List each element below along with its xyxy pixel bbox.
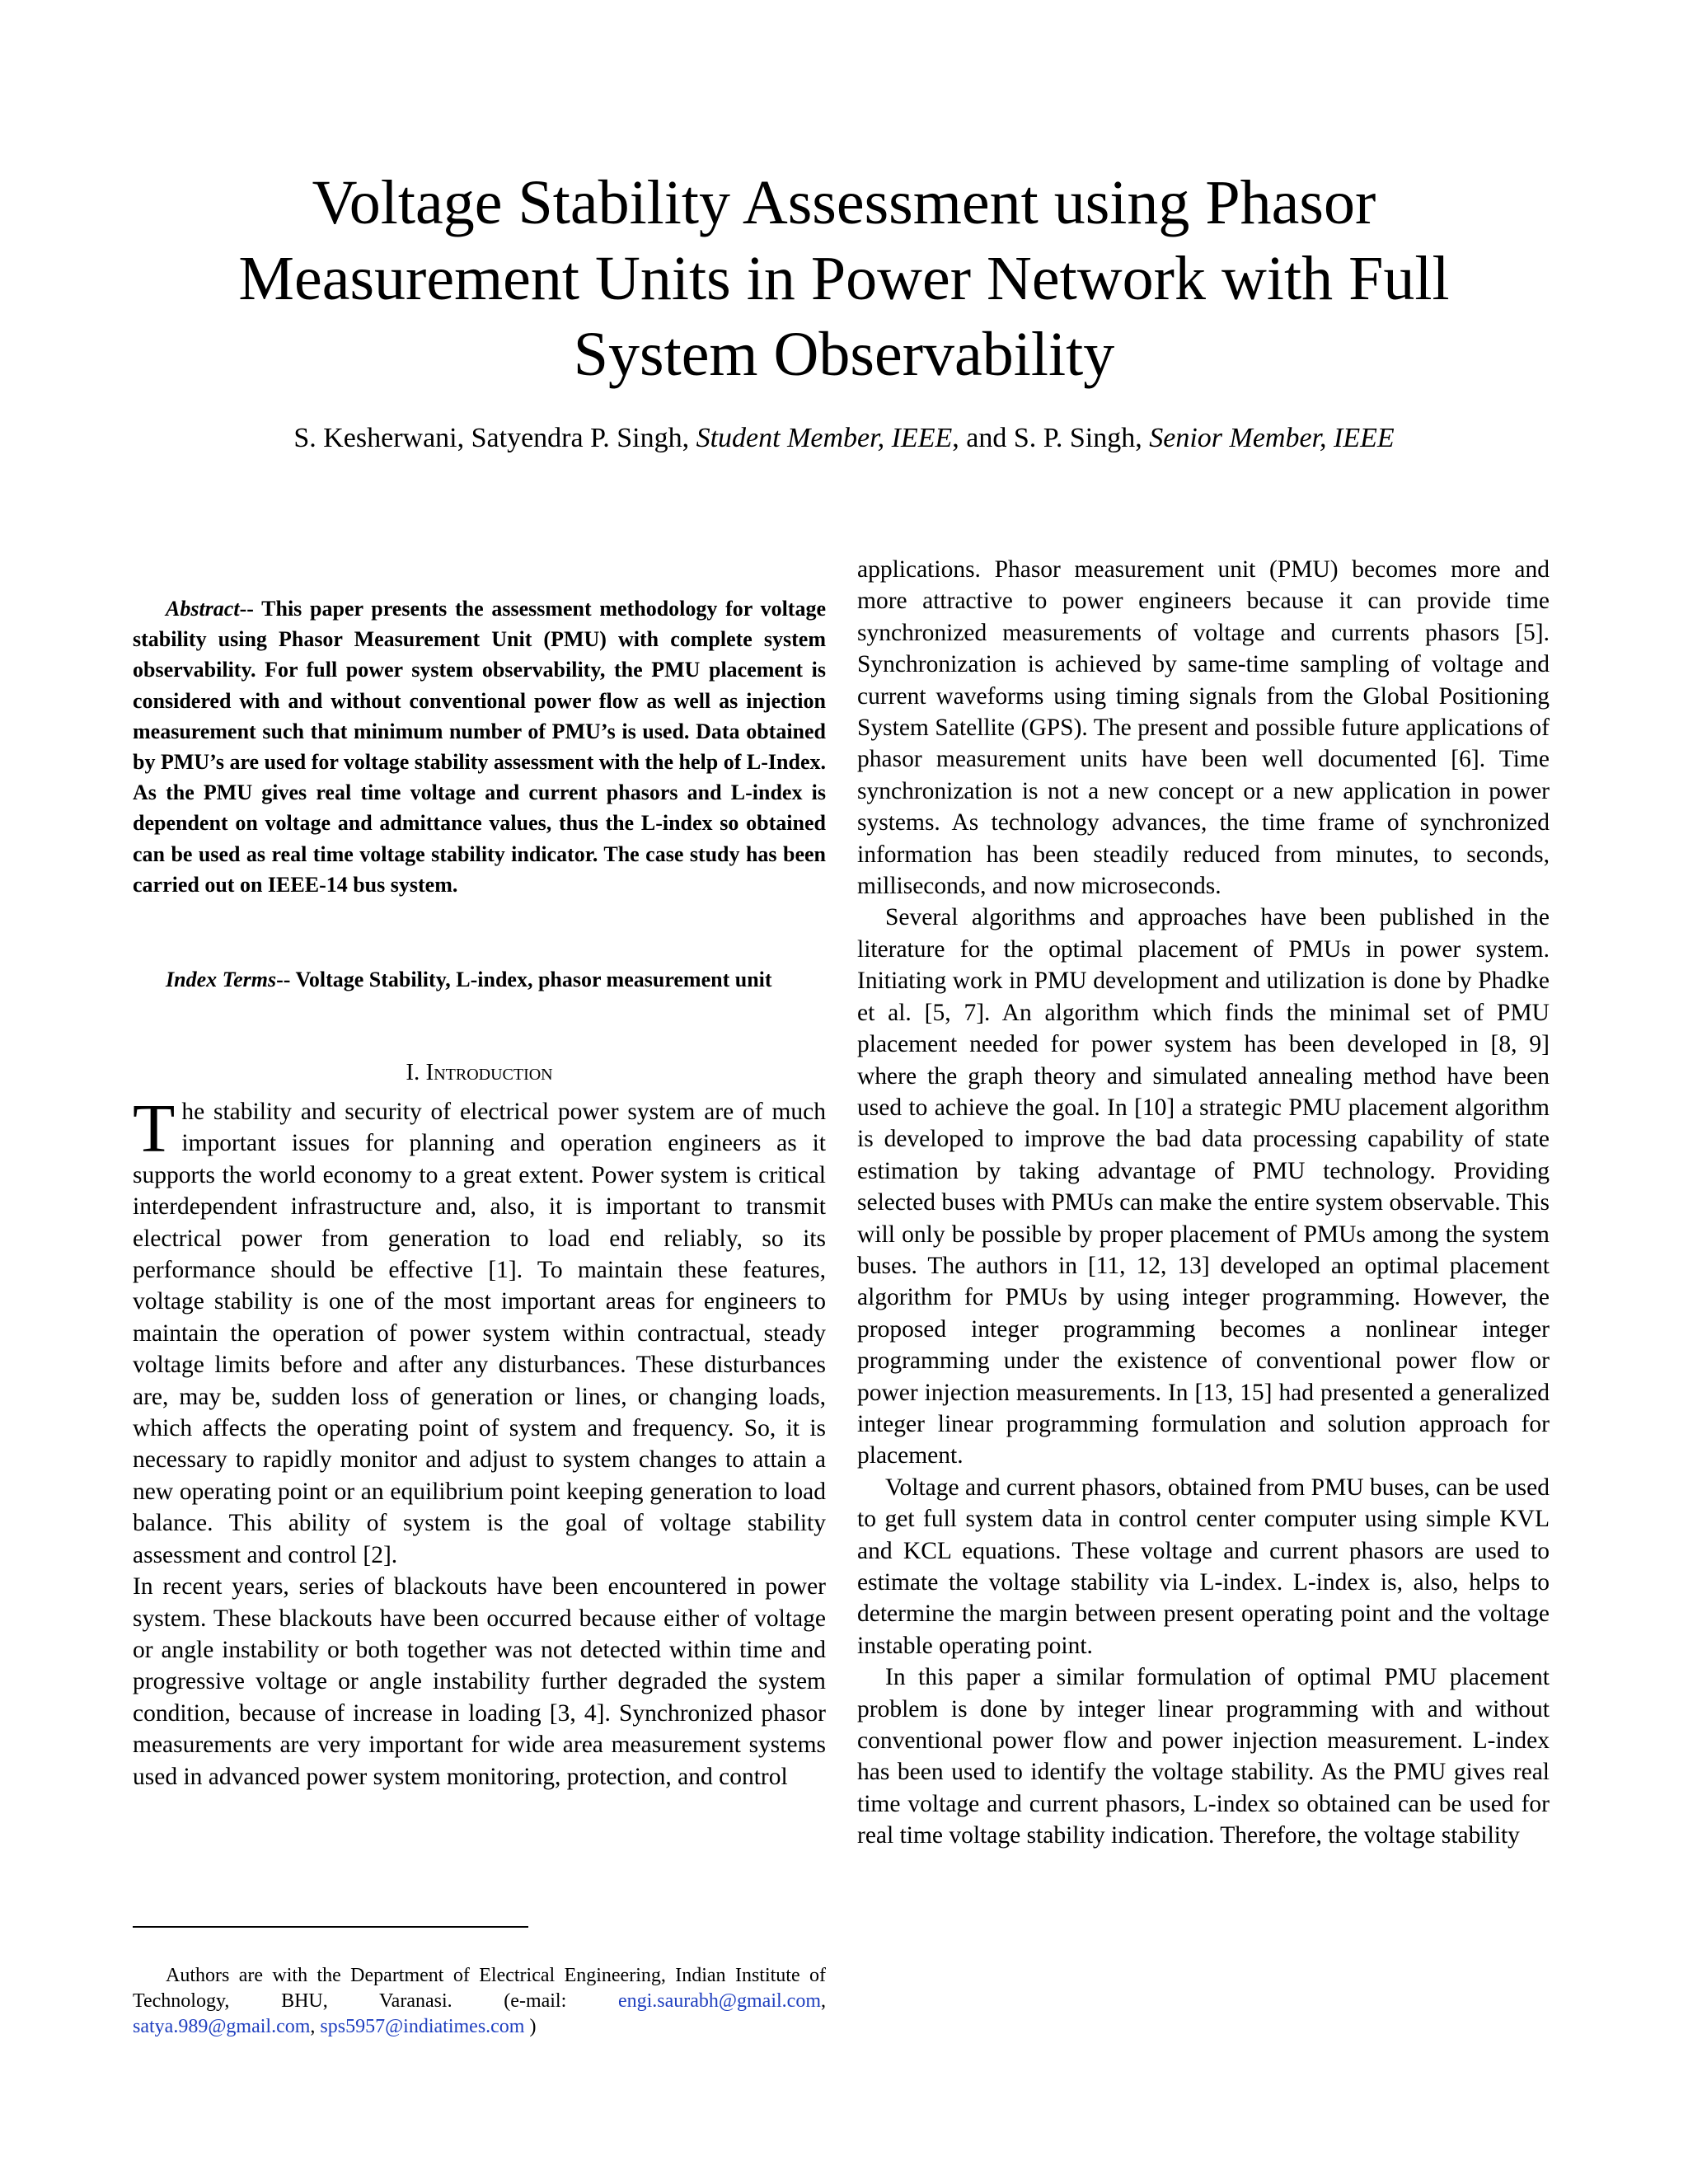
title-line-1: Voltage Stability Assessment using Phasor	[312, 168, 1376, 237]
section-title: Introduction	[425, 1059, 553, 1085]
index-terms-label: Index Terms	[166, 968, 277, 991]
section-number: I.	[406, 1059, 426, 1085]
title-line-3: System Observability	[573, 320, 1115, 389]
title-line-2: Measurement Units in Power Network with Full	[238, 244, 1450, 313]
right-paragraph-1: applications. Phasor measurement unit (PMU) becomes more and more attractive to power engineers because it can provide time synchronized measurements of voltage and currents phasors [5]. Synchronization is achieved by same-time sampling of voltage and current waveforms using timing signals from the Global Positioning System Satellite (GPS). The present and possible future applications of phasor measurement units have been well documented [6]. Time synchronization is not a new concept or a new application in power systems. As technology advances, the time frame of synchronized information has been steadily reduced from minutes, to seconds, milliseconds, and now microseconds.	[857, 556, 1550, 900]
email-link-1[interactable]: engi.saurabh@gmail.com	[617, 1990, 821, 2012]
index-terms-text: -- Voltage Stability, L-index, phasor measurement unit	[276, 968, 772, 991]
author-names-1: S. Kesherwani, Satyendra P. Singh,	[293, 423, 696, 453]
right-paragraph-3: Voltage and current phasors, obtained from PMU buses, can be used to get full system data in control center computer using simple KVL and KCL equations. These voltage and current phasors are used to estimate the voltage stability via L-index. L-index is, also, helps to determine the margin between present operating point and the voltage instable operating point.	[857, 1474, 1550, 1659]
intro-paragraph-1	[133, 1090, 826, 1571]
abstract-label: Abstract	[166, 597, 240, 621]
drop-cap: T	[133, 1090, 176, 1167]
author-footnote	[133, 1963, 826, 2040]
right-paragraph-2: Several algorithms and approaches have been published in the literature for the optimal placement of PMUs in power system. Initiating work in PMU development and utilization is done by Phadke et al. [5, 7]. An algorithm which finds the minimal set of PMU placement needed for power system has been developed in [8, 9] where the graph theory and simulated annealing method have been used to achieve the goal. In [10] a strategic PMU placement algorithm is developed to improve the bad data processing capability of state estimation by taking advantage of PMU technology. Providing selected buses with PMUs can make the entire system observable. This will only be possible by proper placement of PMUs among the system buses. The authors in [11, 12, 13] developed an optimal placement algorithm for PMUs by using integer programming. However, the proposed integer programming becomes a nonlinear integer programming under the existence of conventional power flow or power injection measurements. In [13, 15] had presented a generalized integer linear programming formulation and solution approach for placement.	[857, 904, 1550, 1469]
index-terms	[133, 964, 826, 995]
author-role-2: Senior Member, IEEE	[1149, 423, 1395, 453]
intro-paragraph-1-text: he stability and security of electrical power system are of much important issues for planning and operation engineers as it supports the world economy to a great extent. Power system is critical interdependent infrastructure and, also, it is important to transmit electrical power from generation to load end reliably, so its performance should be effective [1]. To maintain these features, voltage stability is one of the most important areas for engineers to maintain the operation of power system within contractual, steady voltage limits before and after any disturbances. These disturbances are, may be, sudden loss of generation or lines, or changing loads, which affects the operating point of system and frequency. So, it is necessary to rapidly monitor and adjust to system changes to attain a new operating point or an equilibrium point keeping generation to load balance. This ability of system is the goal of voltage stability assessment and control [2].	[133, 1099, 826, 1568]
abstract-text: -- This paper presents the assessment methodology for voltage stability using Phasor Measurement Unit (PMU) with complete system observability. For full power system observability, the PMU placement is considered with and without conventional power flow as well as injection measurement such that minimum number of PMU’s is used. Data obtained by PMU’s are used for voltage stability assessment with the help of L-Index. As the PMU gives real time voltage and current phasors and L-index is dependent on voltage and admittance values, thus the L-index so obtained can be used as real time voltage stability indicator. The case study has been carried out on IEEE-14 bus system.	[133, 597, 826, 897]
footnote-close: )	[524, 2016, 537, 2037]
paper-title	[132, 165, 1556, 392]
email-link-3[interactable]: sps5957@indiatimes.com	[320, 2016, 525, 2037]
section-heading-introduction	[133, 1057, 826, 1087]
author-line	[132, 420, 1556, 457]
introduction-body	[133, 1090, 826, 1793]
intro-paragraph-2: In recent years, series of blackouts have been encountered in power system. These blackouts have been occurred because either of voltage or angle instability or both together was not detected within time and progressive voltage or angle instability further degraded the system condition, because of increase in loading [3, 4]. Synchronized phasor measurements are very important for wide area measurement systems used in advanced power system monitoring, protection, and control	[133, 1573, 826, 1790]
footnote-sep-2: ,	[310, 2016, 321, 2037]
right-column-body	[857, 554, 1550, 1852]
footnote-text: Authors are with the Department of Electrical Engineering, Indian Institute of Technology, BHU, Varanasi. (e-mail:	[133, 1965, 826, 2012]
author-role-1: Student Member, IEEE	[696, 423, 953, 453]
footnote-rule	[133, 1926, 528, 1928]
abstract	[133, 593, 826, 900]
author-names-2: , and S. P. Singh,	[952, 423, 1150, 453]
email-link-2[interactable]: satya.989@gmail.com	[133, 2016, 311, 2037]
right-paragraph-4: In this paper a similar formulation of optimal PMU placement problem is done by integer linear programming with and without conventional power flow and power injection measurement. L-index has been used to identify the voltage stability. As the PMU gives real time voltage and current phasors, L-index so obtained can be used for real time voltage stability indication. Therefore, the voltage stability	[857, 1664, 1550, 1849]
footnote-sep-1: ,	[821, 1990, 826, 2012]
